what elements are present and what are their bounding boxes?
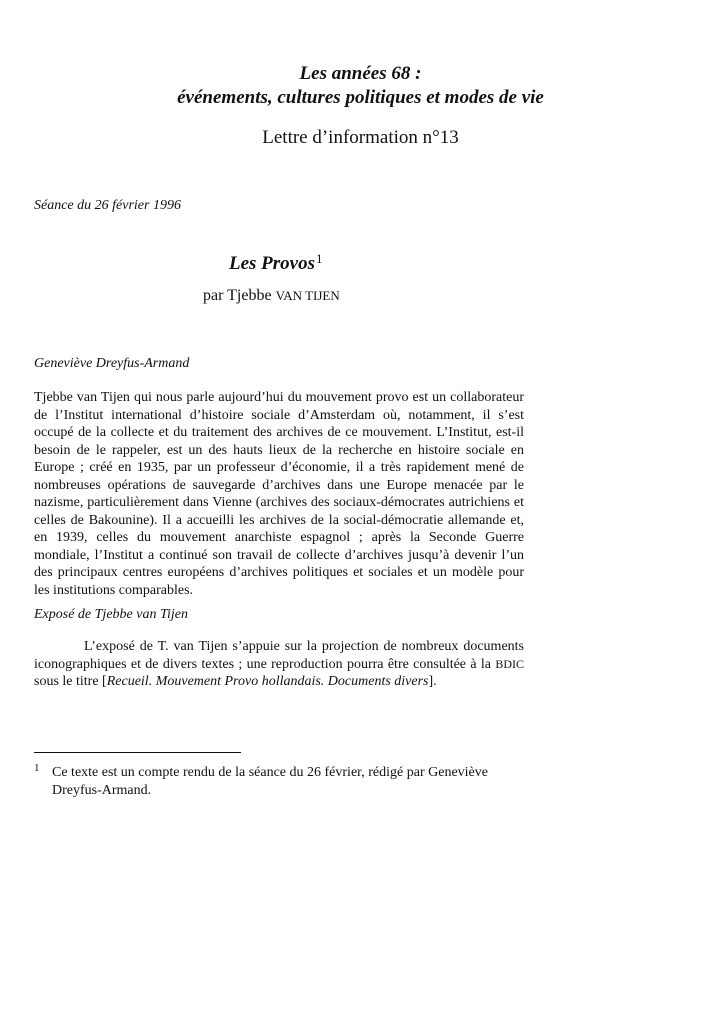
footnote-marker: 1	[316, 251, 323, 266]
article-title-text: Les Provos	[229, 253, 316, 274]
title-line-1: Les années 68 :	[299, 63, 422, 84]
author-prefix: par Tjebbe	[203, 287, 276, 304]
expose-title-italic: Recueil. Mouvement Provo hollandais. Documents divers	[106, 674, 429, 689]
title-line-2: événements, cultures politiques et modes de vie	[177, 87, 544, 108]
newsletter-subtitle: Lettre d’information n°13	[262, 127, 459, 148]
intro-paragraph: Tjebbe van Tijen qui nous parle aujourd’hui du mouvement provo est un collaborateur de l’Institut international d’histoire sociale d’Amsterdam où, notamment, il s’est occupé de la collecte et du traitement des archives de ce mouvement. L’Institut, est-il besoin de le rappeler, est un des hauts lieux de la recherche en histoire sociale en Europe ; créé en 1935, par un professeur d’économie, il a très rapidement mené de nombreuses opérations de sauvegarde d’archives dans une Europe menacée par le nazisme, particulièrement dans Vienne (archives des sociaux-démocrates autrichiens et celles de Bakounine). Il a accueilli les archives de la social-démocratie allemande et, en 1939, celles du mouvement anarchiste espagnol ; après la Seconde Guerre mondiale, l’Institut a continué son travail de collecte d’archives jusqu’à devenir l’un des principaux centres européens d’archives politiques et sociales et un modèle pour les institutions comparables.	[34, 390, 524, 598]
author-name: VAN TIJEN	[275, 288, 340, 303]
bdic-acronym: BDIC	[495, 656, 524, 671]
author-line	[203, 287, 340, 305]
expose-text-after: ].	[428, 674, 437, 689]
expose-heading: Exposé de Tjebbe van Tijen	[34, 607, 188, 622]
article-title	[229, 247, 323, 276]
speaker-name: Geneviève Dreyfus-Armand	[34, 356, 190, 371]
expose-paragraph	[34, 638, 524, 691]
footnote-divider	[34, 752, 241, 753]
expose-text-middle: sous le titre [	[34, 674, 107, 689]
session-date: Séance du 26 février 1996	[34, 198, 181, 213]
footnote-number: 1	[34, 762, 40, 774]
footnote-text: Ce texte est un compte rendu de la séance du 26 février, rédigé par Geneviève Dreyfus-Armand.	[52, 765, 488, 798]
expose-text-before: L’exposé de T. van Tijen s’appuie sur la projection de nombreux documents iconographiques et de divers textes ; une reproduction pourra être consultée à la	[34, 639, 524, 672]
